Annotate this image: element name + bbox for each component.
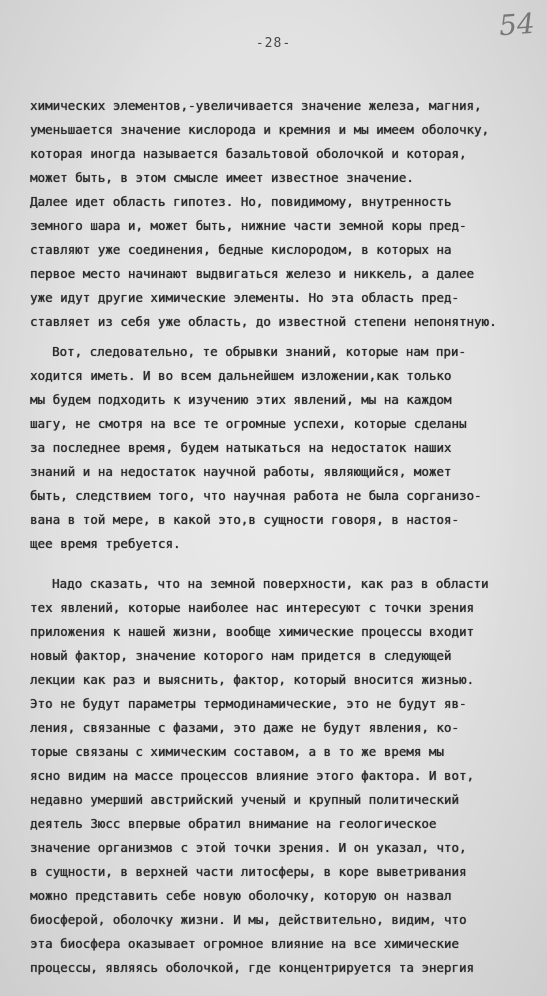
text-line: ставляют уже соединения, бедные кислородом, в которых на <box>30 242 452 257</box>
text-line: химических элементов,-увеличивается значение железа, магния, <box>30 98 482 113</box>
archive-page-mark: 54 <box>498 6 537 43</box>
text-line: земного шара и, может быть, нижние части земной коры пред- <box>30 218 467 233</box>
text-line: первое место начинают выдвигаться железо и никкель, а далее <box>30 266 475 281</box>
text-line: Надо сказать, что на земной поверхности, как раз в области <box>52 576 489 591</box>
text-line: уменьшается значение кислорода и кремния и мы имеем оболочку, <box>30 122 490 137</box>
page-number: -28- <box>255 36 292 51</box>
text-line: ления, связанные с фазами, это даже не будут явления, ко- <box>30 720 459 735</box>
text-line: новый фактор, значение которого нам придется в следующей <box>30 648 452 663</box>
text-line: ходится иметь. И во всем дальнейшем изложении,как только <box>30 368 452 383</box>
text-line: приложения к нашей жизни, вообще химические процессы входит <box>30 624 475 639</box>
text-line: вана в той мере, в какой это,в сущности говоря, в настоя- <box>30 512 459 527</box>
text-line: процессы, являясь оболочкой, где концентрируется та энергия <box>30 960 475 975</box>
text-line: торые связаны с химическим составом, а в то же время мы <box>30 744 444 759</box>
text-line: значение организмов с этой точки зрения. И он указал, что, <box>30 840 467 855</box>
text-line: Это не будут параметры термодинамические, это не будут яв- <box>30 696 467 711</box>
text-line: в сущности, в верхней части литосферы, в коре выветривания <box>30 864 467 879</box>
text-line: лекции как раз и выяснить, фактор, который вносится жизнью. <box>30 672 475 687</box>
text-line: недавно умерший австрийский ученый и крупный политический <box>30 792 459 807</box>
text-line: деятель Зюсс впервые обратил внимание на геологическое <box>30 816 437 831</box>
text-line: Вот, следовательно, те обрывки знаний, которые нам при- <box>52 344 466 359</box>
text-line: щее время требуется. <box>30 536 181 551</box>
text-line: биосферой, оболочку жизни. И мы, действительно, видим, что <box>30 912 467 927</box>
text-line: можно представить себе новую оболочку, которую он назвал <box>30 888 452 903</box>
text-line: знаний и на недостаток научной работы, являющийся, может <box>30 464 452 479</box>
text-line: может быть, в этом смысле имеет известное значение. <box>30 170 414 185</box>
text-line: эта биосфера оказывает огромное влияние на все химические <box>30 936 459 951</box>
text-line: Далее идет область гипотез. Но, повидимому, внутренность <box>30 194 452 209</box>
text-line: быть, следствием того, что научная работа не была сорганизо- <box>30 488 482 503</box>
text-line: за последнее время, будем натыкаться на недостаток наших <box>30 440 452 455</box>
text-line: уже идут другие химические элементы. Но эта область пред- <box>30 290 459 305</box>
text-line: шагу, не смотря на все те огромные успехи, которые сделаны <box>30 416 467 431</box>
text-line: тех явлений, которые наиболее нас интересуют с точки зрения <box>30 600 475 615</box>
text-line: ясно видим на массе процессов влияние этого фактора. И вот, <box>30 768 475 783</box>
text-line: мы будем подходить к изучению этих явлений, мы на каждом <box>30 392 452 407</box>
text-line: ставляет из себя уже область, до известной степени непонятную. <box>30 314 497 329</box>
text-line: которая иногда называется базальтовой оболочкой и которая, <box>30 146 467 161</box>
